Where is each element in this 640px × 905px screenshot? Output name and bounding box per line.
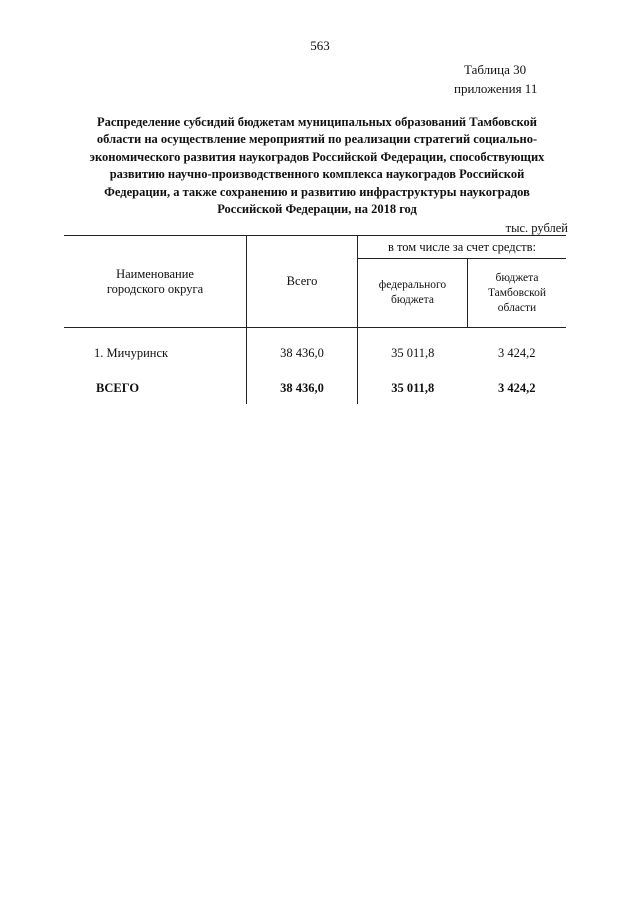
header-regional-line: области	[497, 301, 537, 314]
header-federal-line: федерального	[378, 279, 447, 291]
title-line: области на осуществление мероприятий по реализации стратегий социально-	[96, 132, 538, 147]
units-label: тыс. рублей	[505, 221, 568, 235]
table-row	[64, 328, 566, 373]
title-line: Российской Федерации, на 2018 год	[217, 202, 417, 217]
header-district-name-line: Наименование	[116, 266, 194, 281]
table-caption-appendix: приложения 11	[454, 81, 538, 96]
title-line: экономического развития наукоградов Российской Федерации, способствующих	[89, 149, 545, 164]
header-federal-budget	[358, 259, 468, 328]
subsidy-table	[64, 235, 566, 404]
title-line: Распределение субсидий бюджетам муниципальных образований Тамбовской	[96, 115, 537, 129]
header-district-name	[64, 236, 247, 328]
cell-regional: 3 424,2	[498, 345, 536, 360]
header-regional-line: Тамбовской	[487, 286, 547, 299]
header-total: Всего	[247, 236, 358, 328]
cell-total-regional: 3 424,2	[498, 380, 536, 395]
title-line: Федерации, а также сохранению и развитию инфраструктуры наукоградов	[104, 184, 530, 199]
cell-federal: 35 011,8	[391, 345, 435, 360]
title-line: развитию научно-производственного комплекса наукоградов Российской	[109, 167, 525, 182]
header-district-name-line: городского округа	[106, 281, 204, 296]
header-federal-line: бюджета	[391, 294, 434, 306]
cell-total: 38 436,0	[247, 328, 358, 373]
document-title	[62, 114, 572, 218]
header-regional-line: бюджета	[495, 271, 539, 284]
cell-total-label: ВСЕГО	[64, 372, 247, 404]
table-caption	[440, 60, 565, 98]
table-caption-number: Таблица 30	[464, 62, 527, 77]
cell-district-name: 1. Мичуринск	[64, 328, 247, 373]
header-regional-budget	[468, 259, 567, 328]
cell-total-federal: 35 011,8	[391, 380, 435, 395]
page-number: 563	[310, 38, 330, 53]
header-including: в том числе за счет средств:	[358, 236, 567, 259]
table-total-row	[64, 372, 566, 404]
cell-grand-total: 38 436,0	[247, 372, 358, 404]
